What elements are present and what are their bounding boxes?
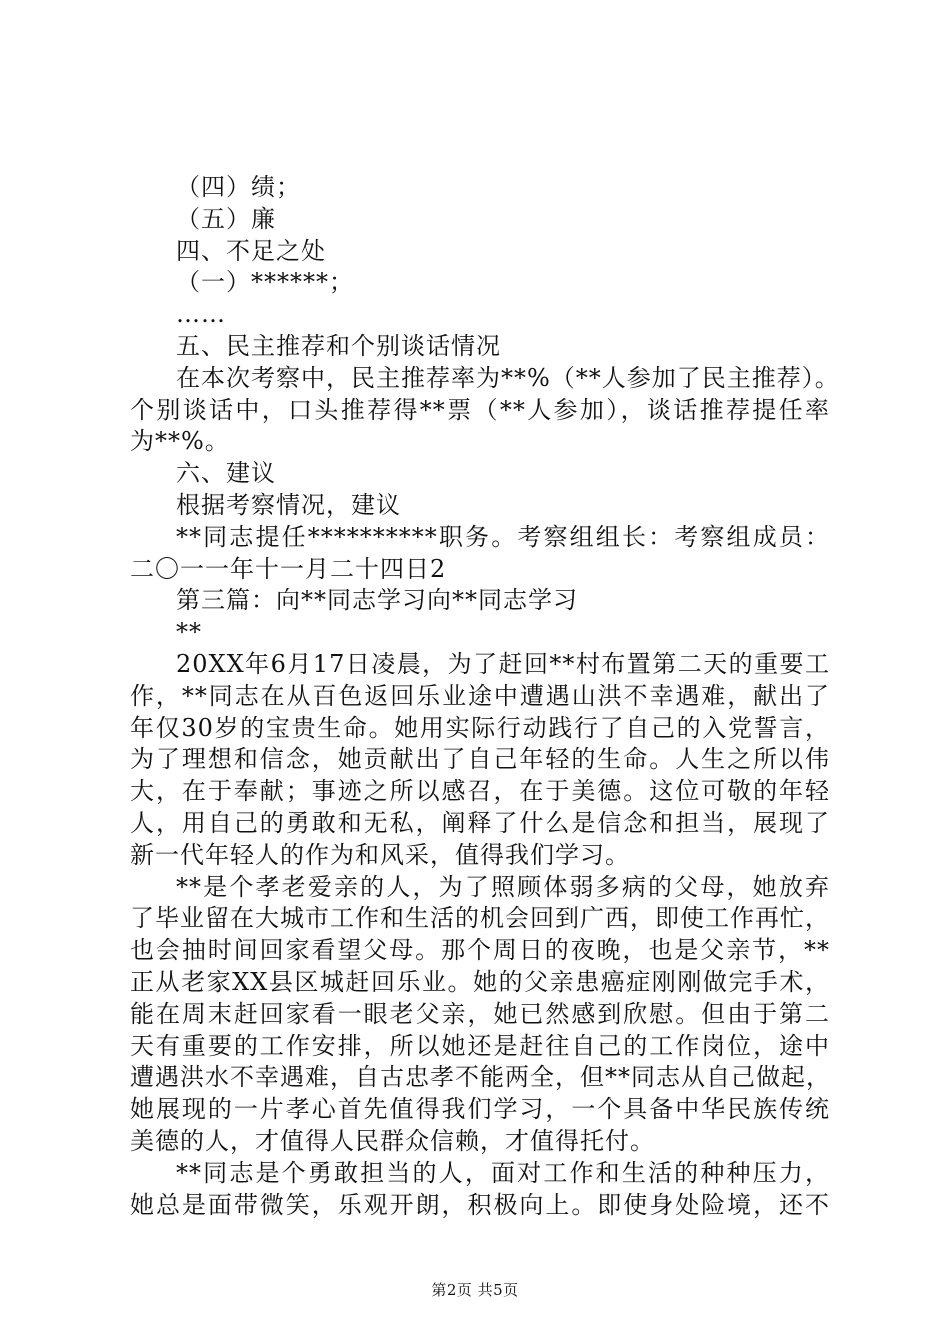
text-line: 二〇一一年十一月二十四日2	[130, 554, 447, 583]
text-line: 年仅30岁的宝贵生命。她用实际行动践行了自己的入党誓言，	[130, 713, 830, 742]
text-line: **同志是个勇敢担当的人，面对工作和生活的种种压力，	[176, 1158, 830, 1187]
document-body	[130, 172, 840, 1221]
section-heading: 五、民主推荐和个别谈话情况	[176, 331, 501, 360]
text-line: 新一代年轻人的作为和风采，值得我们学习。	[130, 840, 630, 869]
text-line: （四）绩；	[176, 173, 301, 201]
section-heading: 六、建议	[176, 459, 276, 488]
text-line: 作，**同志在从百色返回乐业途中遭遇山洪不幸遇难，献出了	[130, 681, 830, 710]
text-line: 为**%。	[130, 427, 230, 456]
text-line: 美德的人，才值得人民群众信赖，才值得托付。	[130, 1126, 655, 1155]
text-line: 能在周末赶回家看一眼老父亲，她已然感到欣慰。但由于第二	[130, 999, 830, 1028]
text-line: （一）******；	[176, 268, 354, 297]
text-line: 根据考察情况，建议	[176, 490, 401, 519]
text-line: 20XX年6月17日凌晨，为了赶回**村布置第二天的重要工	[176, 649, 830, 678]
text-line: 了毕业留在大城市工作和生活的机会回到广西，即使工作再忙，	[130, 904, 830, 933]
text-line: ……	[176, 300, 226, 329]
text-line: 天有重要的工作安排，所以她还是赶往自己的工作岗位，途中	[130, 1031, 830, 1060]
text-line: 人，用自己的勇敢和无私，阐释了什么是信念和担当，展现了	[130, 808, 830, 837]
text-line: **同志提任**********职务。考察组组长：考察组成员：	[176, 522, 830, 551]
section-heading: 四、不足之处	[176, 236, 326, 265]
page-number: 第2页 共5页	[431, 1281, 519, 1299]
text-line: 大，在于奉献；事迹之所以感召，在于美德。这位可敬的年轻	[130, 777, 830, 806]
text-line: 正从老家XX县区城赶回乐业。她的父亲患癌症刚刚做完手术，	[130, 967, 830, 996]
text-line: 她总是面带微笑，乐观开朗，积极向上。即使身处险境，还不	[130, 1190, 830, 1219]
text-line: **是个孝老爱亲的人，为了照顾体弱多病的父母，她放弃	[176, 872, 830, 901]
text-line: 在本次考察中，民主推荐率为**%（**人参加了民主推荐）。	[176, 363, 840, 392]
text-line: 遭遇洪水不幸遇难，自古忠孝不能两全，但**同志从自己做起，	[130, 1063, 831, 1092]
text-line: 她展现的一片孝心首先值得我们学习，一个具备中华民族传统	[130, 1095, 830, 1124]
text-line: 个别谈话中，口头推荐得**票（**人参加），谈话推荐提任率	[130, 395, 830, 424]
article-title: 第三篇：向**同志学习向**同志学习	[176, 586, 578, 615]
text-line: 为了理想和信念，她贡献出了自己年轻的生命。人生之所以伟	[130, 745, 830, 774]
text-line: （五）廉	[176, 204, 276, 233]
text-line: **	[176, 618, 202, 647]
text-line: 也会抽时间回家看望父母。那个周日的夜晚，也是父亲节，**	[130, 936, 830, 965]
